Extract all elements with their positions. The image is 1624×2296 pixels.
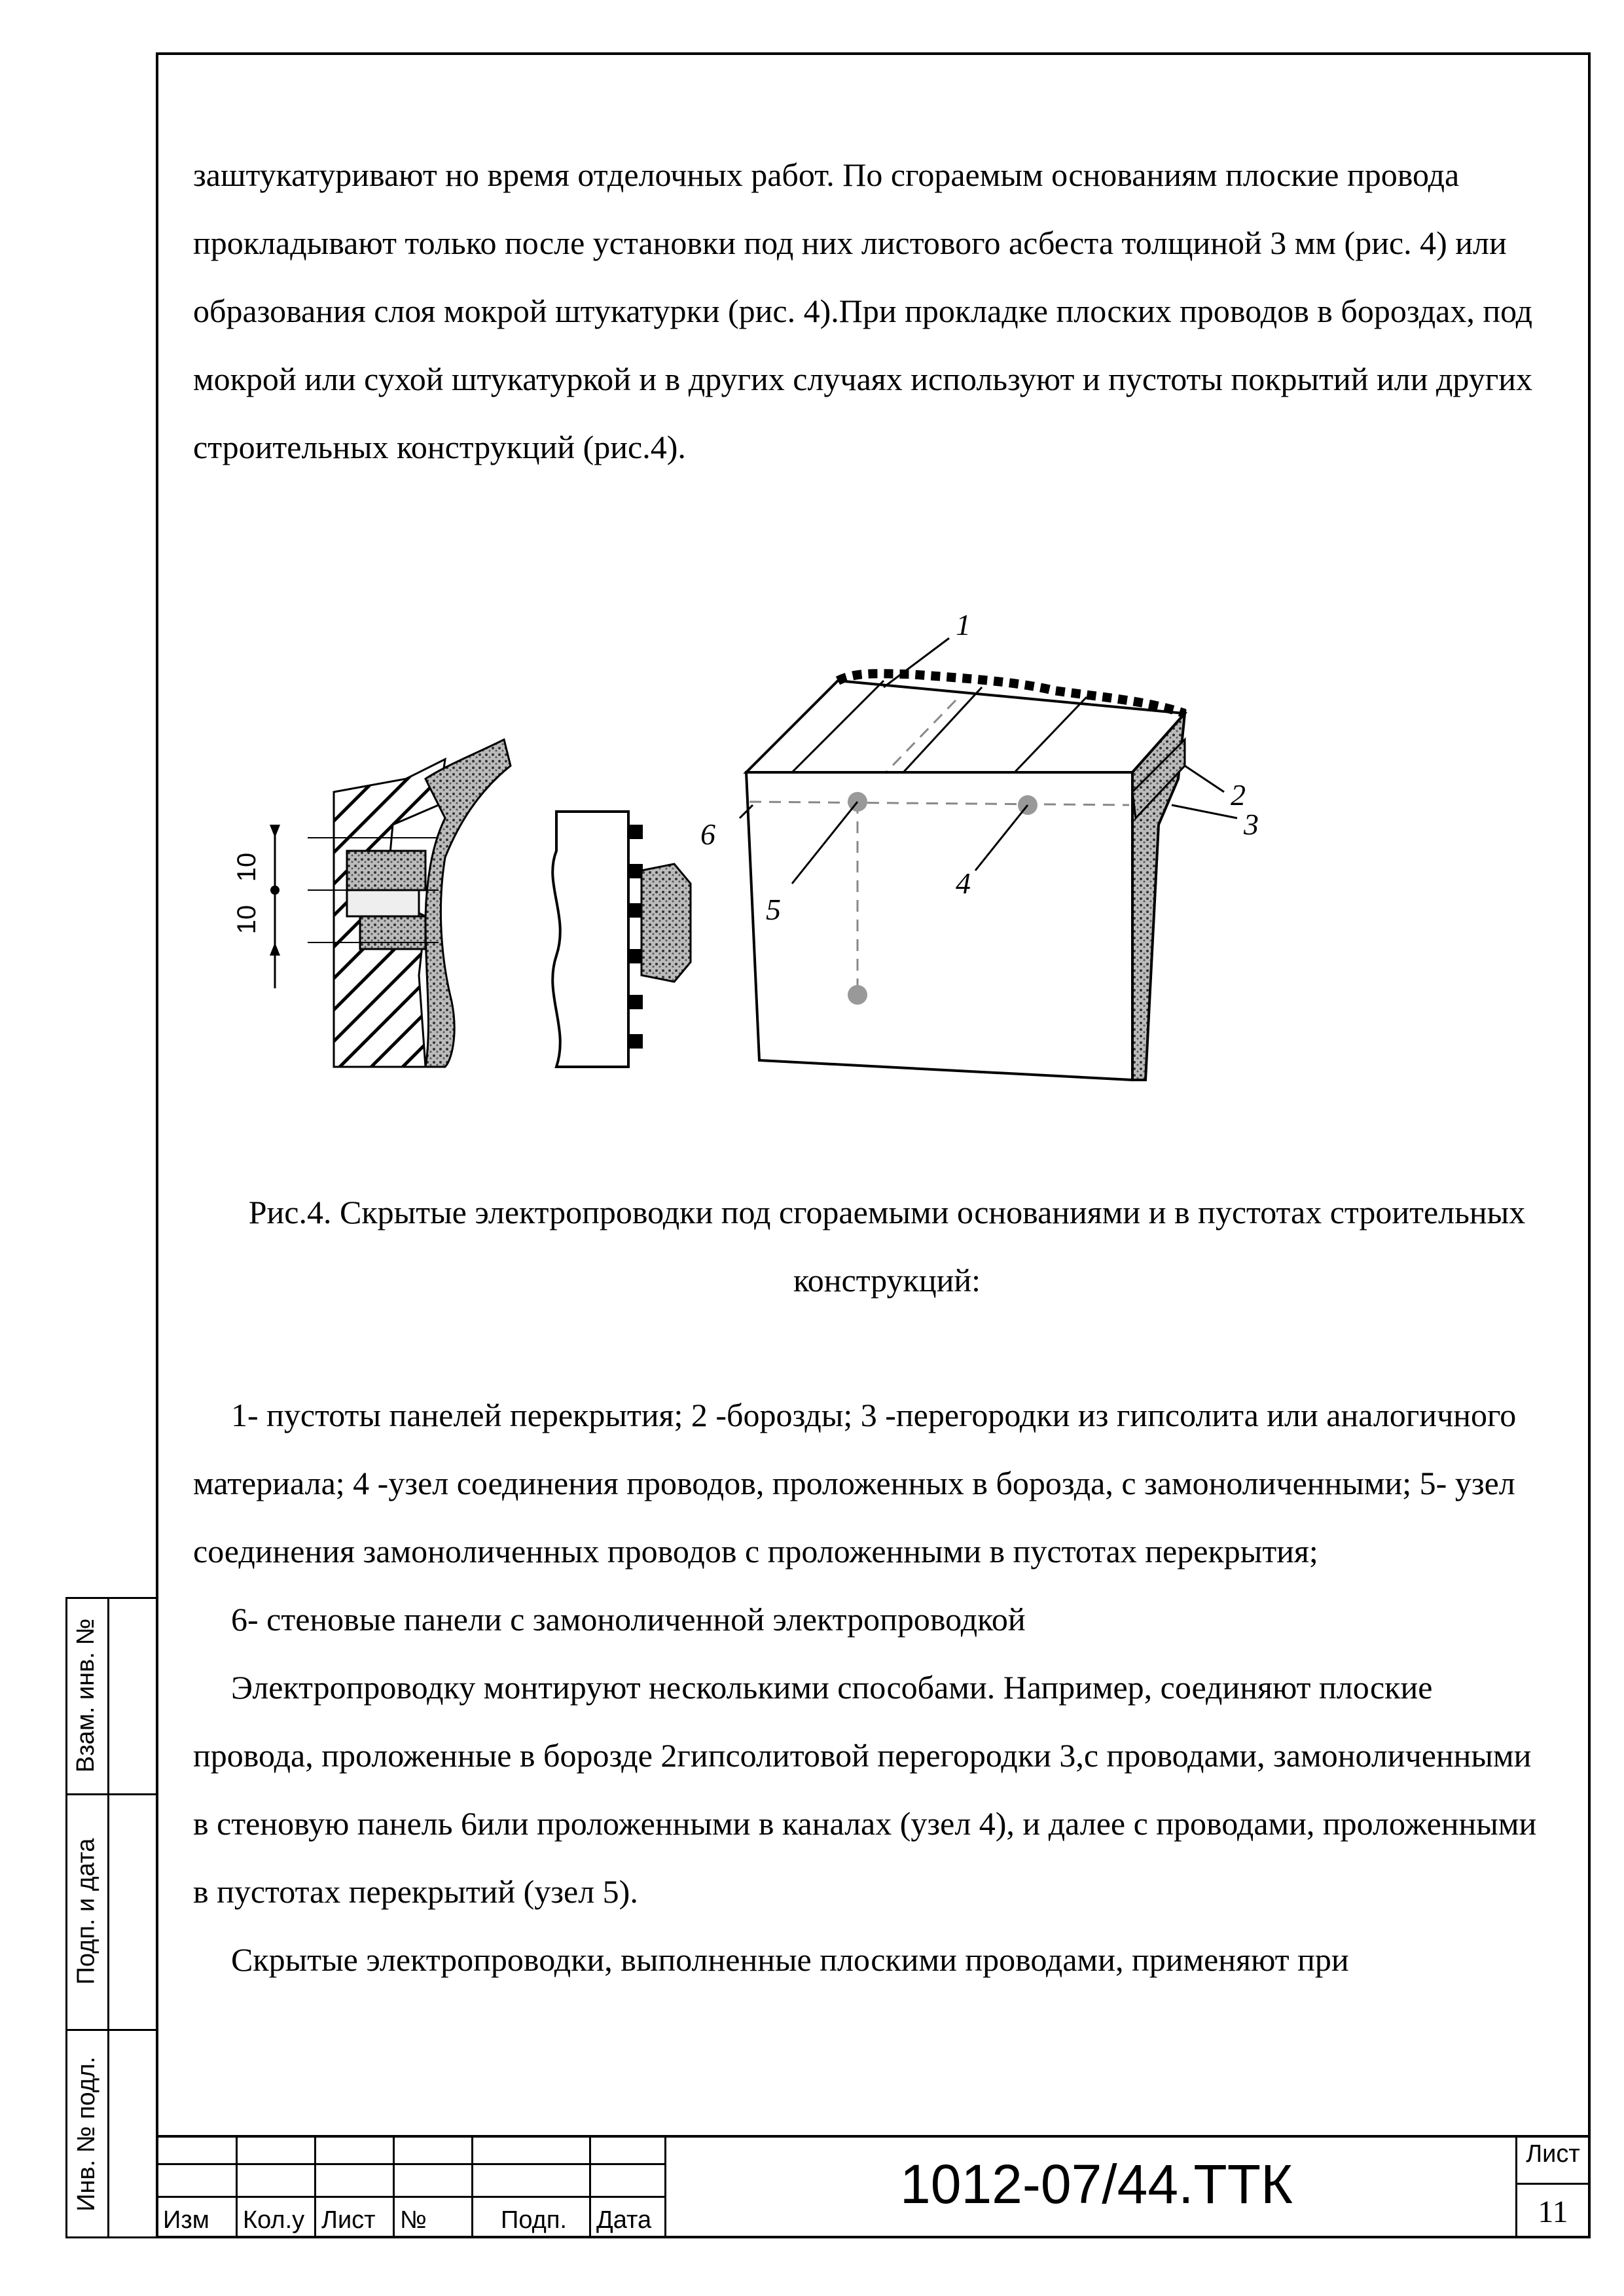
paragraph-intro [193, 141, 1555, 481]
dimension-top: 10 [232, 852, 261, 882]
label-3: 3 [1244, 808, 1259, 841]
connector-profile [552, 812, 691, 1067]
label-2: 2 [1231, 778, 1246, 812]
side-stamp-divider [107, 1597, 109, 2238]
figure-legend-block [193, 1381, 1555, 1994]
side-field-replace-inv: Взам. инв. № [72, 1618, 100, 1772]
legend-2: 6- стеновые панели с замоноличенной электропроводкой [231, 1601, 1026, 1638]
paragraph-1: заштукатуривают но время отделочных работ. По сгораемым основаниям плоские провода прокладывают только после установки под них листового асбеста толщиной 3 мм (рис. 4) или образования слоя мокрой штукатурки (рис. 4).При прокладке плоских проводов в бороздах, под мокрой или сухой штукатуркой и в других случаях используют и пустоты покрытий или других строительных конструкций (рис.4). [193, 156, 1533, 465]
sheet-number: 11 [1538, 2194, 1568, 2229]
col-izm: Изм [156, 2135, 236, 2238]
document-code: 1012-07/44.ТТК [900, 2153, 1293, 2215]
figure-caption: Рис.4. Скрытые электропроводки под сгораемыми основаниями и в пустотах строительных конструкций: [248, 1194, 1526, 1299]
paragraph-2: Электропроводку монтируют несколькими способами. Например, соединяют плоские провода, проложенные в борозде 2гипсолитовой перегородки 3,с проводами, замоноличенными в стеновую панель 6или проложенными в каналах (узел 4), и далее с проводами, проложенными в пустотах перекрытий (узел 5). [193, 1669, 1537, 1910]
sheet-label: Лист [1526, 2140, 1580, 2168]
label-4: 4 [956, 867, 971, 900]
col-sign: Подп. [471, 2135, 589, 2238]
side-field-signature-date: Подп. и дата [72, 1838, 100, 1984]
col-num: № [393, 2135, 471, 2238]
col-kol: Кол.у [236, 2135, 314, 2238]
figure-4-drawing [229, 609, 1309, 1106]
label-1: 1 [956, 609, 971, 641]
label-6: 6 [700, 817, 715, 851]
paragraph-3: Скрытые электропроводки, выполненные плоскими проводами, применяют при [231, 1941, 1349, 1978]
panel-isometric [700, 609, 1259, 1106]
wall-section-detail [232, 740, 511, 1067]
side-field-inv-original: Инв. № подл. [72, 2056, 100, 2212]
col-list: Лист [314, 2135, 393, 2238]
legend-1: 1- пустоты панелей перекрытия; 2 -борозды; 3 -перегородки из гипсолита или аналогичного материала; 4 -узел соединения проводов, проложенных в борозда, с замоноличенными; 5- узел соединения замоноличенных проводов с проложенными в пустотах перекрытия; [193, 1397, 1517, 1570]
label-5: 5 [766, 893, 781, 926]
dimension-bottom: 10 [232, 905, 261, 935]
col-date: Дата [589, 2135, 664, 2238]
